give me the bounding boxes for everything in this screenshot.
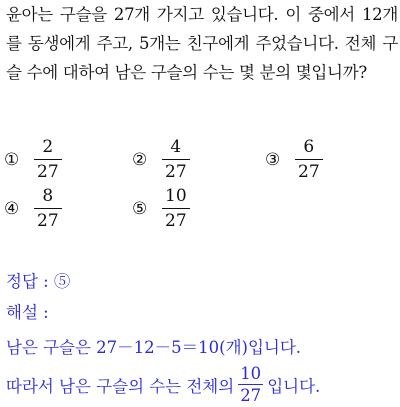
question-text: 윤아는 구슬을 27개 가지고 있습니다. 이 중에서 12개를 동생에게 주고, 5개는 친구에게 주었습니다. 전체 구슬 수에 대하여 남은 구슬의 수는 몇 분의 몇입니까?: [6, 5, 398, 82]
fraction-denominator: 27: [37, 162, 59, 182]
explanation-fraction: [238, 364, 263, 405]
choice-fraction: [34, 137, 62, 182]
choice-fraction: [34, 186, 62, 231]
choice-marker: ③: [265, 149, 281, 170]
choice-fraction: [162, 186, 190, 231]
explanation-line-2: [6, 364, 320, 405]
explanation-line-2-prefix: 따라서 남은 구슬의 수는 전체의: [6, 376, 235, 396]
fraction-numerator: 2: [42, 137, 54, 157]
answer-label: 정답 : ⑤: [6, 272, 71, 291]
fraction-numerator: 6: [303, 137, 315, 157]
choice-3[interactable]: [265, 137, 323, 182]
fraction-numerator: 8: [42, 186, 54, 206]
choice-marker: ①: [4, 149, 20, 170]
choice-marker: ②: [132, 149, 148, 170]
fraction-denominator: 27: [37, 211, 59, 231]
choice-fraction: [162, 137, 190, 182]
choice-1[interactable]: [4, 137, 62, 182]
explanation-line-1: 남은 구슬은 27－12－5＝10(개)입니다.: [6, 338, 302, 357]
choice-4[interactable]: [4, 186, 62, 231]
choice-marker: ④: [4, 198, 20, 219]
fraction-numerator: 10: [240, 364, 262, 383]
fraction-denominator: 27: [165, 211, 187, 231]
fraction-numerator: 10: [165, 186, 187, 206]
choice-2[interactable]: [132, 137, 190, 182]
explanation-line-2-suffix: 입니다.: [267, 376, 321, 396]
fraction-denominator: 27: [165, 162, 187, 182]
fraction-denominator: 27: [240, 386, 262, 405]
fraction-denominator: 27: [298, 162, 320, 182]
explanation-label: 해설 :: [6, 303, 49, 322]
choice-5[interactable]: [132, 186, 190, 231]
fraction-numerator: 4: [170, 137, 182, 157]
choice-fraction: [295, 137, 323, 182]
choice-marker: ⑤: [132, 198, 148, 219]
